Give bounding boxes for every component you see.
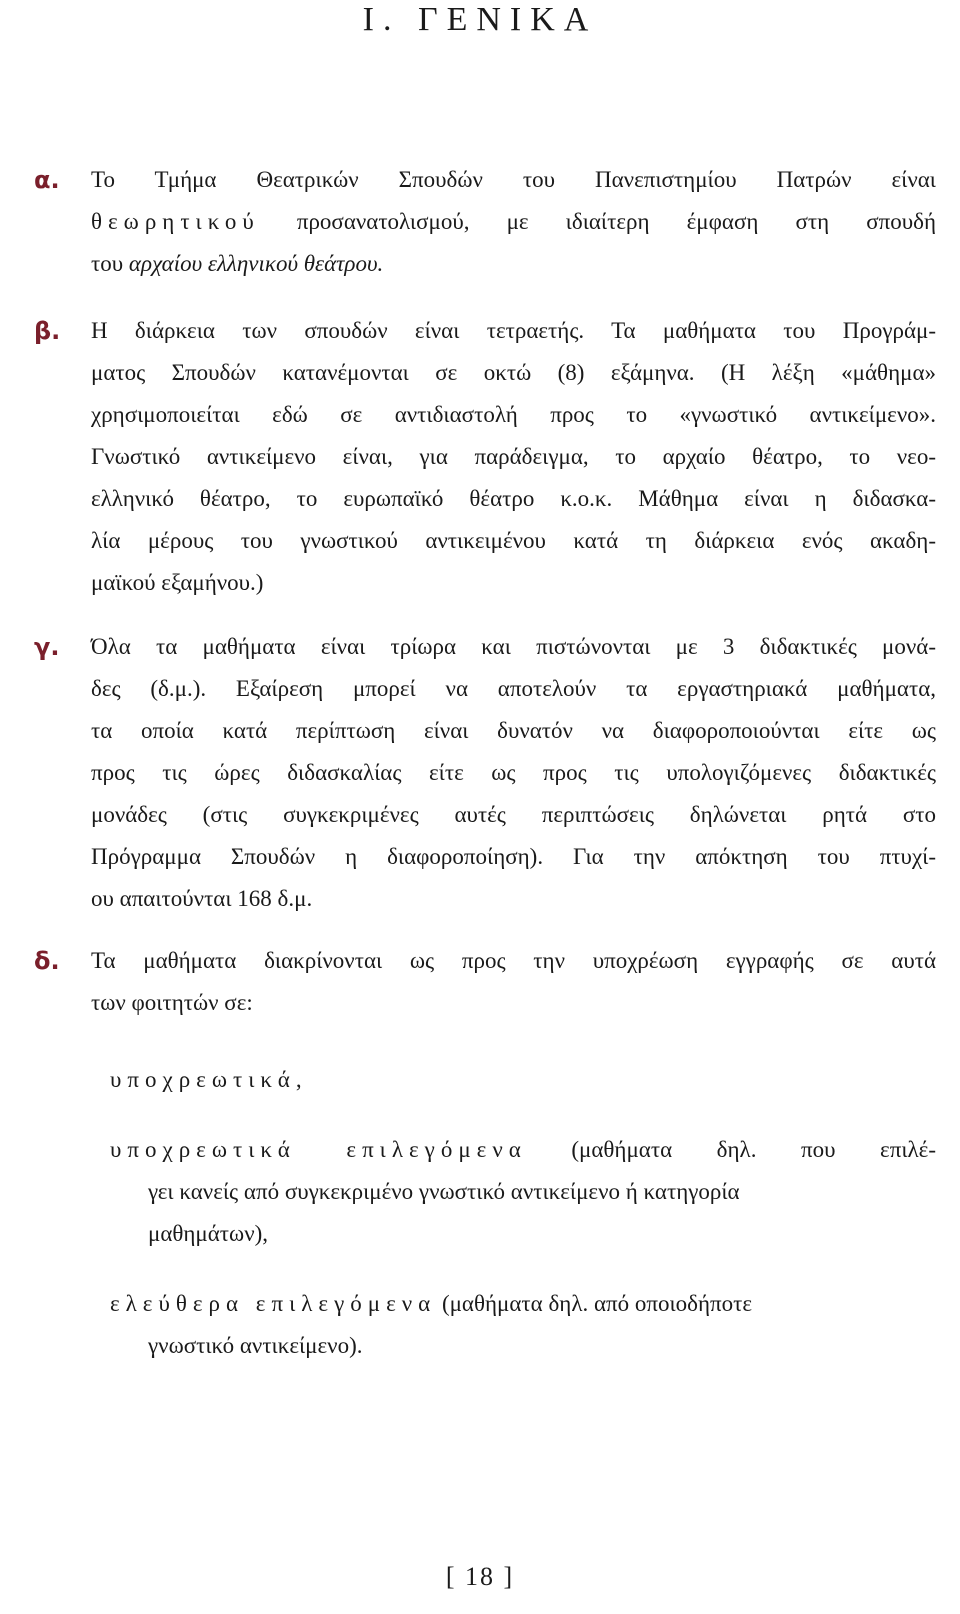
text-line: γνωστικό αντικείμενο). <box>148 1333 363 1358</box>
text-line <box>91 201 936 243</box>
text-fragment: (μαθήματα δηλ. από οποιοδήποτε <box>436 1291 753 1316</box>
text-line: ελληνικό θέατρο, το ευρωπαϊκό θέατρο κ.ο.κ. Μάθημα είναι η διδασκα- <box>91 486 936 511</box>
section-marker-a: α. <box>34 166 60 194</box>
emphasized-term-compulsory-elective: υποχρεωτικά επιλεγόμενα <box>110 1137 527 1162</box>
text-line: λία μέρους του γνωστικού αντικειμένου κατά τη διάρκεια ενός ακαδη- <box>91 528 936 553</box>
page-title: Ι. ΓΕΝΙΚΑ <box>362 1 598 38</box>
emphasized-term-free-elective: ελεύθερα επιλεγόμενα <box>110 1291 437 1316</box>
text-line: χρησιμοποιείται εδώ σε αντιδιαστολή προς το «γνωστικό αντικείμενο». <box>91 402 936 427</box>
course-type-compulsory-elective <box>110 1129 936 1255</box>
text-fragment: του <box>91 251 129 276</box>
text-line: τα οποία κατά περίπτωση είναι δυνατόν να διαφοροποιούνται είτε ως <box>91 718 936 743</box>
text-line: μονάδες (στις συγκεκριμένες αυτές περιπτώσεις δηλώνεται ρητά στο <box>91 802 936 827</box>
text-line <box>91 243 936 285</box>
text-fragment: προσανατολισμού, με ιδιαίτερη έμφαση στη σπουδή <box>259 209 936 234</box>
course-type-free-elective <box>110 1283 936 1367</box>
text-fragment: , <box>295 1067 302 1092</box>
text-line: προς τις ώρες διδασκαλίας είτε ως προς τις υπολογιζόμενες διδακτικές <box>91 760 936 785</box>
text-line: ματος Σπουδών κατανέμονται σε οκτώ (8) εξάμηνα. (Η λέξη «μάθημα» <box>91 360 936 385</box>
text-line: Το Τμήμα Θεατρικών Σπουδών του Πανεπιστημίου Πατρών είναι <box>91 167 936 192</box>
text-line: Πρόγραμμα Σπουδών η διαφοροποίηση). Για την απόκτηση του πτυχί- <box>91 844 936 869</box>
italic-term-ancient-greek-theatre: αρχαίου ελληνικού θεάτρου. <box>128 251 384 276</box>
section-c-text <box>91 626 936 920</box>
text-line <box>110 1283 936 1325</box>
text-line: μαθημάτων), <box>148 1221 268 1246</box>
section-marker-d: δ. <box>34 947 60 975</box>
text-line: δες (δ.μ.). Εξαίρεση μπορεί να αποτελούν τα εργαστηριακά μαθήματα, <box>91 676 936 701</box>
emphasized-term-compulsory: υποχρεωτικά <box>110 1067 296 1092</box>
course-type-compulsory <box>110 1059 936 1101</box>
text-line: Όλα τα μαθήματα είναι τρίωρα και πιστώνονται με 3 διδακτικές μονά- <box>91 634 936 659</box>
text-line <box>110 1129 936 1171</box>
text-line: ου απαιτούνται 168 δ.μ. <box>91 886 313 911</box>
text-line: Γνωστικό αντικείμενο είναι, για παράδειγμα, το αρχαίο θέατρο, το νεο- <box>91 444 936 469</box>
page-number: [ 18 ] <box>445 1562 515 1591</box>
section-a-text <box>91 159 936 285</box>
section-b-text <box>91 310 936 604</box>
section-marker-c: γ. <box>34 633 60 661</box>
section-d-text <box>91 940 936 1024</box>
text-line: γει κανείς από συγκεκριμένο γνωστικό αντικείμενο ή κατηγορία <box>148 1179 740 1204</box>
text-line: Τα μαθήματα διακρίνονται ως προς την υποχρέωση εγγραφής σε αυτά <box>91 948 936 973</box>
text-line: των φοιτητών σε: <box>91 990 253 1015</box>
emphasized-term-theoretical: θεωρητικού <box>91 209 260 234</box>
section-marker-b: β. <box>34 317 61 345</box>
text-line: Η διάρκεια των σπουδών είναι τετραετής. Τα μαθήματα του Προγράμ- <box>91 318 936 343</box>
text-line: μαϊκού εξαμήνου.) <box>91 570 264 595</box>
text-fragment: (μαθήματα δηλ. που επιλέ- <box>526 1137 936 1162</box>
